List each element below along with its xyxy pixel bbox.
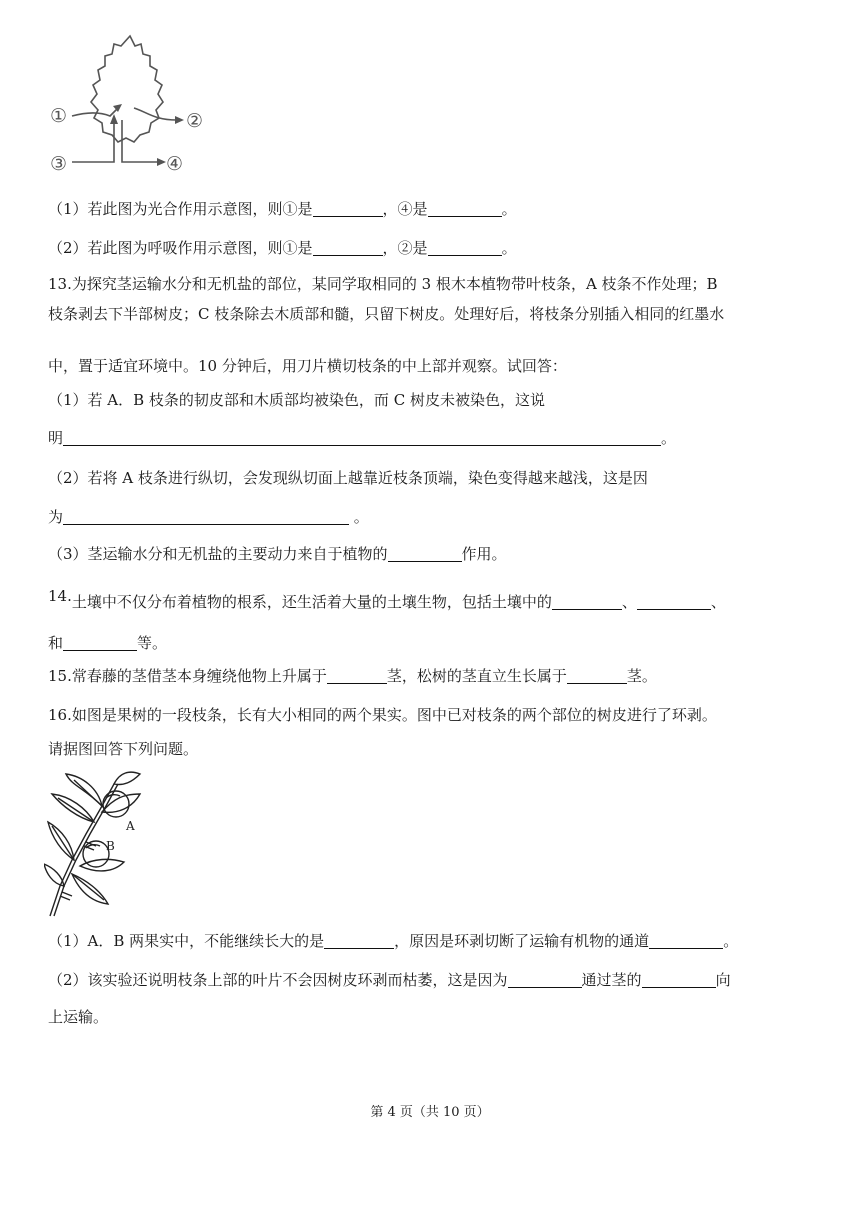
q13-sub3: （3）茎运输水分和无机盐的主要动力来自于植物的 作用。 [48, 545, 507, 563]
fruit-branch-diagram [44, 768, 144, 918]
q13-sub1b: 明 。 [48, 429, 677, 447]
answer-blank[interactable] [567, 667, 627, 684]
label-4: ④ [166, 153, 184, 175]
answer-blank[interactable] [428, 239, 502, 256]
label-2: ② [186, 110, 204, 132]
answer-blank[interactable] [649, 932, 723, 949]
q15-line: 15.常春藤的茎借茎本身缠绕他物上升属于 茎，松树的茎直立生长属于 茎。 [48, 667, 657, 685]
q16-sub2: （2）该实验还说明枝条上部的叶片不会因树皮环剥而枯萎，这是因为 通过茎的 向 [48, 971, 731, 989]
fruit-b-label: B [106, 839, 115, 853]
label-3: ③ [50, 153, 68, 175]
q13-sub1a: （1）若 A．B 枝条的韧皮部和木质部均被染色，而 C 树皮未被染色，这说 [48, 391, 545, 409]
arrow-4 [122, 120, 160, 162]
answer-blank[interactable] [63, 429, 661, 446]
answer-blank[interactable] [388, 545, 462, 562]
q14-line1: 14.土壤中不仅分布着植物的根系，还生活着大量的土壤生物，包括土壤中的 、 、 [48, 587, 726, 611]
label-1: ① [50, 105, 68, 127]
answer-blank[interactable] [637, 593, 711, 610]
q16-stem-1: 16.如图是果树的一段枝条，长有大小相同的两个果实。图中已对枝条的两个部位的树皮进行了环剥。 [48, 706, 717, 724]
q16-sub1: （1）A．B 两果实中，不能继续长大的是 ，原因是环剥切断了运输有机物的通道 。 [48, 932, 739, 950]
answer-blank[interactable] [642, 971, 716, 988]
answer-blank[interactable] [63, 508, 349, 525]
answer-blank[interactable] [324, 932, 394, 949]
answer-blank[interactable] [508, 971, 582, 988]
q13-stem-3: 中，置于适宜环境中。10 分钟后，用刀片横切枝条的中上部并观察。试回答： [48, 357, 567, 375]
answer-blank[interactable] [327, 667, 387, 684]
q13-stem-1: 13.为探究茎运输水分和无机盐的部位，某同学取相同的 3 根木本植物带叶枝条，A 枝条不作处理；B [48, 275, 718, 293]
fruit-a-label: A [126, 819, 135, 833]
q16-stem-2: 请据图回答下列问题。 [48, 740, 199, 758]
answer-blank[interactable] [313, 200, 383, 217]
leaf-outline [91, 36, 163, 142]
arrow-3 [72, 120, 114, 162]
leaf [114, 772, 140, 784]
q13-sub2b: 为 。 [48, 508, 369, 526]
answer-blank[interactable] [428, 200, 502, 217]
q13-sub2a: （2）若将 A 枝条进行纵切，会发现纵切面上越靠近枝条顶端，染色变得越来越浅，这是因 [48, 469, 648, 487]
answer-blank[interactable] [552, 593, 622, 610]
page-footer: 第 4 页（共 10 页） [370, 1105, 490, 1120]
leaf-diagram [42, 32, 222, 182]
q12-line1: （1）若此图为光合作用示意图，则①是 ，④是 。 [48, 200, 517, 218]
q16-sub2b: 上运输。 [48, 1008, 109, 1026]
answer-blank[interactable] [313, 239, 383, 256]
q12-line2: （2）若此图为呼吸作用示意图，则①是 ，②是 。 [48, 239, 517, 257]
q14-line2: 和 等。 [48, 634, 168, 652]
answer-blank[interactable] [63, 634, 137, 651]
q13-stem-2: 枝条剥去下半部树皮；C 枝条除去木质部和髓，只留下树皮。处理好后，将枝条分别插入相同的红墨水 [48, 305, 725, 323]
